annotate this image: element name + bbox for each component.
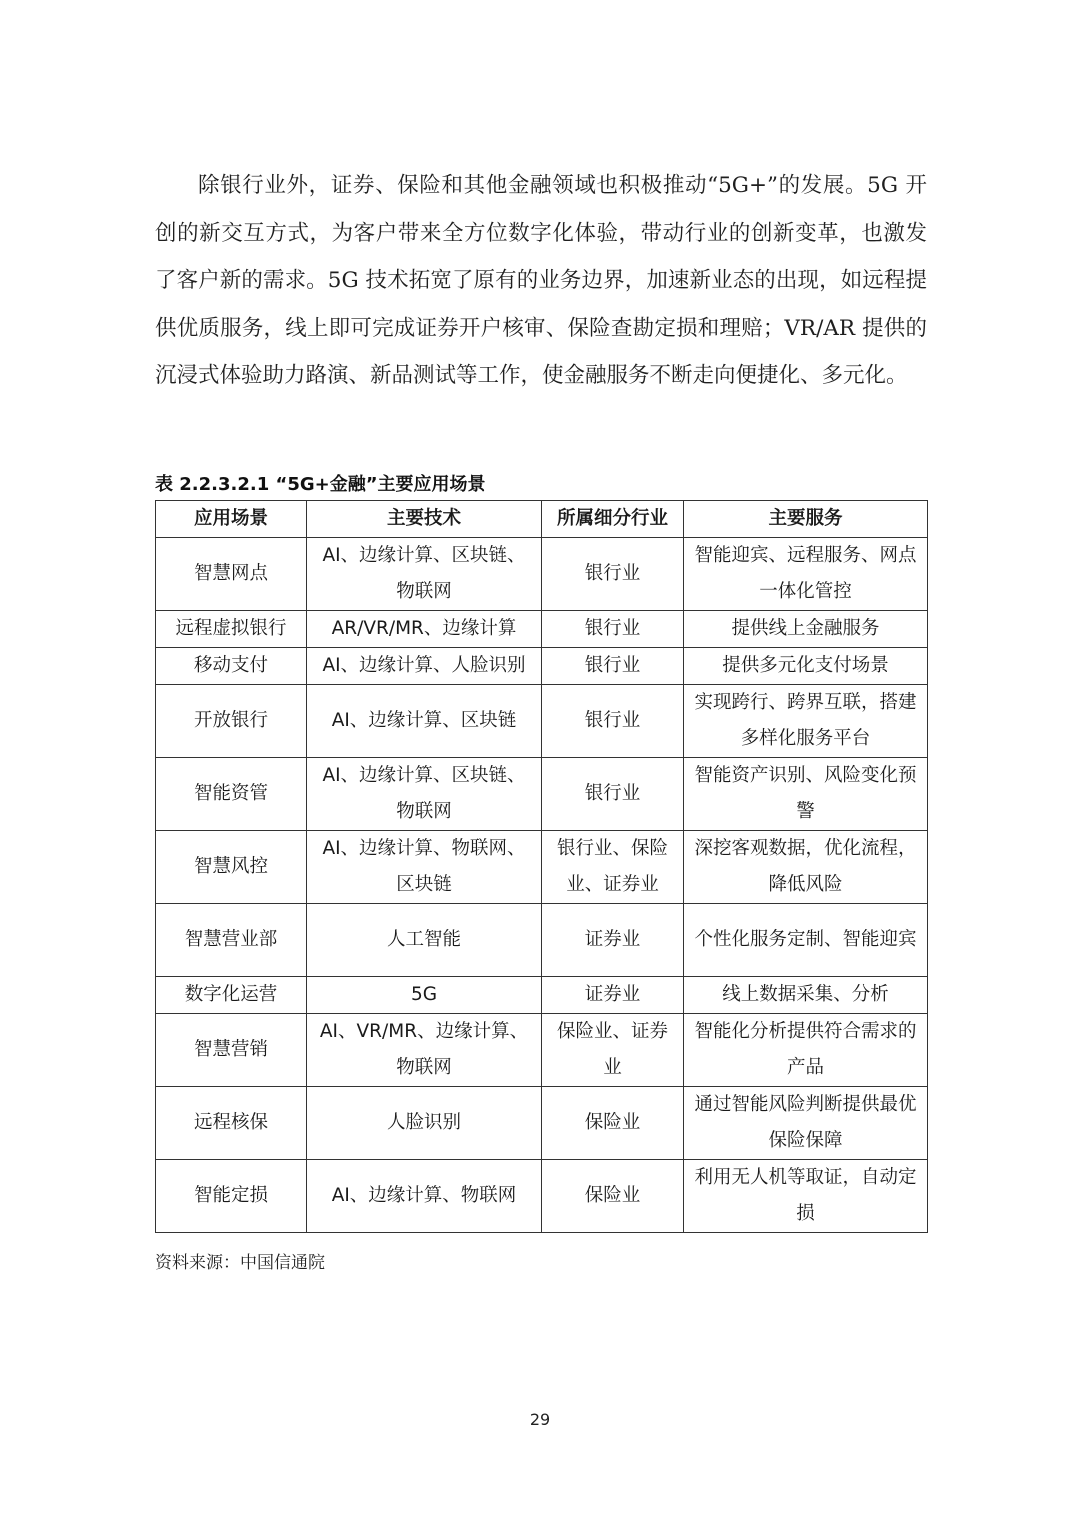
cell-industry: 银行业、保险业、证券业	[542, 831, 684, 904]
cell-industry: 银行业	[542, 538, 684, 611]
cell-technology: AI、边缘计算、人脸识别	[307, 648, 542, 685]
cell-industry: 保险业、证券业	[542, 1014, 684, 1087]
cell-service: 深挖客观数据，优化流程，降低风险	[684, 831, 928, 904]
cell-industry: 银行业	[542, 685, 684, 758]
cell-service: 通过智能风险判断提供最优保险保障	[684, 1087, 928, 1160]
cell-technology: AI、边缘计算、区块链、物联网	[307, 538, 542, 611]
cell-industry: 证券业	[542, 904, 684, 977]
cell-service: 智能迎宾、远程服务、网点一体化管控	[684, 538, 928, 611]
table-row	[156, 1160, 928, 1233]
cell-scenario: 远程核保	[156, 1087, 307, 1160]
page-number: 29	[529, 1410, 551, 1429]
body-paragraph: 除银行业外，证券、保险和其他金融领域也积极推动“5G+”的发展。5G 开创的新交互方式，为客户带来全方位数字化体验，带动行业的创新变革，也激发了客户新的需求。5G 技术拓宽了原有的业务边界，加速新业态的出现，如远程提供优质服务，线上即可完成证券开户核审、保险查勘定损和理赔；VR/AR 提供的沉浸式体验助力路演、新品测试等工作，使金融服务不断走向便捷化、多元化。	[155, 173, 927, 388]
application-scenarios-table	[155, 500, 928, 1233]
table-row	[156, 1014, 928, 1087]
cell-scenario: 智慧网点	[156, 538, 307, 611]
table-row	[156, 831, 928, 904]
table-row	[156, 648, 928, 685]
cell-technology: 人脸识别	[307, 1087, 542, 1160]
cell-service: 智能化分析提供符合需求的产品	[684, 1014, 928, 1087]
cell-scenario: 智能资管	[156, 758, 307, 831]
table-row	[156, 904, 928, 977]
cell-service: 线上数据采集、分析	[684, 977, 928, 1014]
cell-service: 智能资产识别、风险变化预警	[684, 758, 928, 831]
cell-scenario: 移动支付	[156, 648, 307, 685]
source-note: 资料来源：中国信通院	[155, 1253, 325, 1273]
header-technology: 主要技术	[307, 501, 542, 538]
cell-industry: 银行业	[542, 648, 684, 685]
cell-technology: 5G	[307, 977, 542, 1014]
cell-technology: AI、边缘计算、物联网、区块链	[307, 831, 542, 904]
table-row	[156, 1087, 928, 1160]
cell-technology: AI、边缘计算、区块链、物联网	[307, 758, 542, 831]
table-row	[156, 538, 928, 611]
table-row	[156, 758, 928, 831]
cell-scenario: 智能定损	[156, 1160, 307, 1233]
cell-scenario: 智慧风控	[156, 831, 307, 904]
table-header-row	[156, 501, 928, 538]
cell-scenario: 智慧营业部	[156, 904, 307, 977]
cell-industry: 银行业	[542, 758, 684, 831]
cell-industry: 保险业	[542, 1160, 684, 1233]
cell-industry: 证券业	[542, 977, 684, 1014]
table-row	[156, 685, 928, 758]
cell-industry: 保险业	[542, 1087, 684, 1160]
cell-technology: AR/VR/MR、边缘计算	[307, 611, 542, 648]
cell-service: 提供多元化支付场景	[684, 648, 928, 685]
cell-industry: 银行业	[542, 611, 684, 648]
cell-service: 提供线上金融服务	[684, 611, 928, 648]
table-row	[156, 977, 928, 1014]
cell-scenario: 远程虚拟银行	[156, 611, 307, 648]
header-industry: 所属细分行业	[542, 501, 684, 538]
cell-scenario: 智慧营销	[156, 1014, 307, 1087]
cell-technology: AI、边缘计算、区块链	[307, 685, 542, 758]
table-caption: 表 2.2.3.2.1 “5G+金融”主要应用场景	[155, 474, 486, 495]
cell-service: 利用无人机等取证，自动定损	[684, 1160, 928, 1233]
header-service: 主要服务	[684, 501, 928, 538]
cell-technology: AI、边缘计算、物联网	[307, 1160, 542, 1233]
cell-scenario: 数字化运营	[156, 977, 307, 1014]
cell-service: 个性化服务定制、智能迎宾	[684, 904, 928, 977]
cell-scenario: 开放银行	[156, 685, 307, 758]
cell-technology: AI、VR/MR、边缘计算、物联网	[307, 1014, 542, 1087]
cell-technology: 人工智能	[307, 904, 542, 977]
cell-service: 实现跨行、跨界互联，搭建多样化服务平台	[684, 685, 928, 758]
table-row	[156, 611, 928, 648]
header-scenario: 应用场景	[156, 501, 307, 538]
